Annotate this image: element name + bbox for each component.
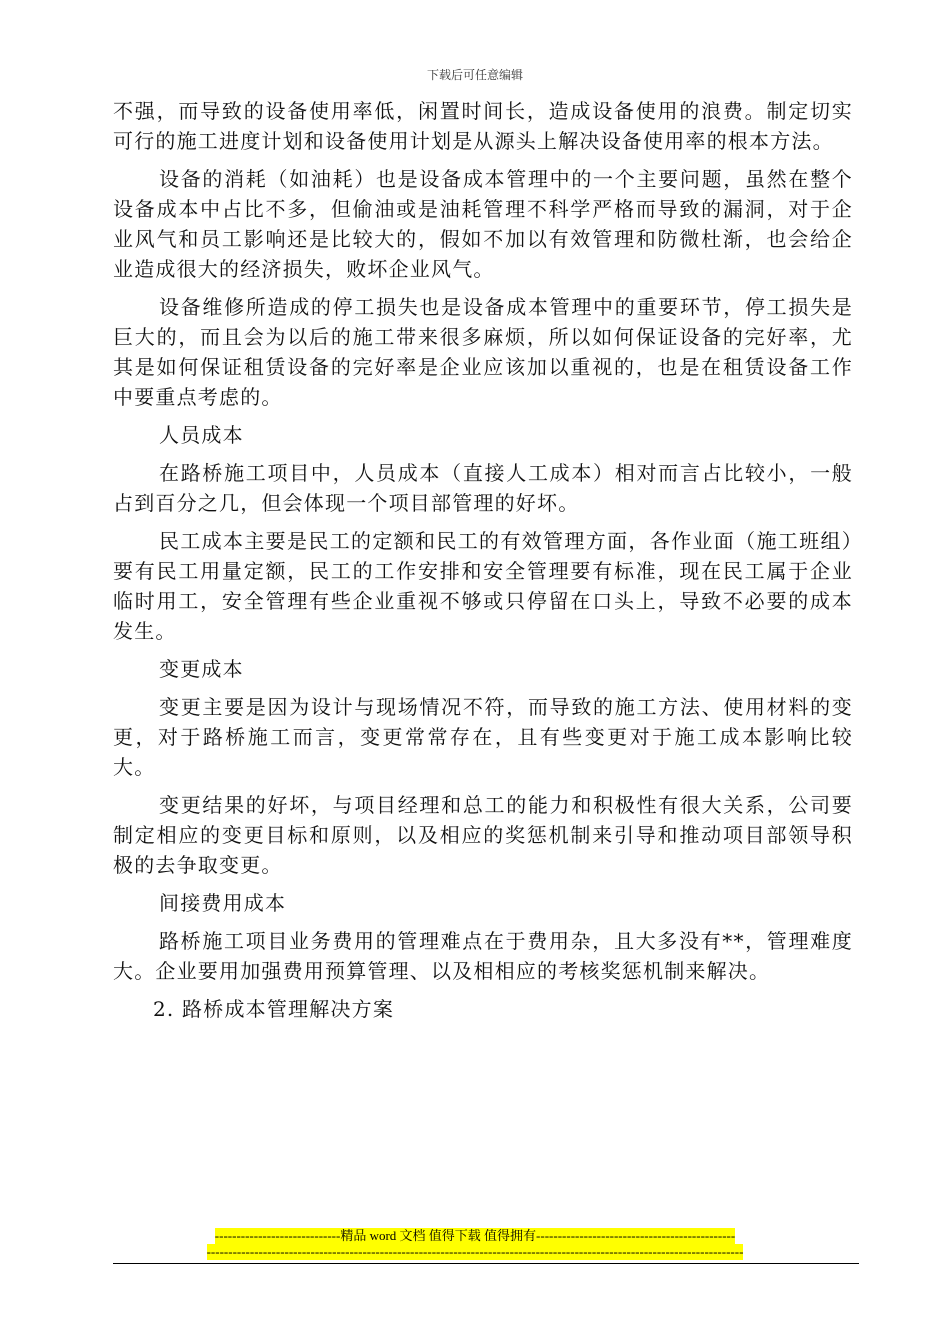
footer-divider (113, 1263, 859, 1264)
paragraph-migrant-labor-cost: 民工成本主要是民工的定额和民工的有效管理方面，各作业面（施工班组）要有民工用量定额，民工的工作安排和安全管理要有标准，现在民工属于企业临时用工，安全管理有些企业重视不够或只停留在口头上，导致不必要的成本发生。 (113, 529, 853, 643)
footer-banner (0, 1228, 950, 1260)
document-body (113, 96, 853, 1032)
page-header-note: 下载后可任意编辑 (426, 68, 523, 82)
footer-banner-line-1: -----------------------------精品 word 文档 值得下载 值得拥有---------------------------------------------- (214, 1228, 736, 1243)
paragraph-change-cause: 变更主要是因为设计与现场情况不符，而导致的施工方法、使用材料的变更，对于路桥施工而言，变更常常存在，且有些变更对于施工成本影响比较大。 (113, 695, 853, 779)
paragraph-change-result: 变更结果的好坏，与项目经理和总工的能力和积极性有很大关系，公司要制定相应的变更目标和原则，以及相应的奖惩机制来引导和推动项目部领导积极的去争取变更。 (113, 793, 853, 877)
paragraph-equipment-utilization: 不强，而导致的设备使用率低，闲置时间长，造成设备使用的浪费。制定切实可行的施工进度计划和设备使用计划是从源头上解决设备使用率的根本方法。 (113, 99, 853, 153)
heading-solution: 2. 路桥成本管理解决方案 (153, 997, 395, 1021)
paragraph-equipment-maintenance: 设备维修所造成的停工损失也是设备成本管理中的重要环节，停工损失是巨大的，而且会为以后的施工带来很多麻烦，所以如何保证设备的完好率，尤其是如何保证租赁设备的完好率是企业应该加以重视的，也是在租赁设备工作中要重点考虑的。 (113, 295, 853, 409)
footer-banner-line-2: ---------------------------------------------------------------------------------------------------------------------------- (206, 1244, 744, 1259)
heading-indirect-cost: 间接费用成本 (159, 891, 287, 915)
heading-change-cost: 变更成本 (159, 657, 244, 681)
paragraph-personnel-cost: 在路桥施工项目中，人员成本（直接人工成本）相对而言占比较小，一般占到百分之几，但会体现一个项目部管理的好坏。 (113, 461, 853, 515)
paragraph-indirect-cost: 路桥施工项目业务费用的管理难点在于费用杂，且大多没有**，管理难度大。企业要用加强费用预算管理、以及相相应的考核奖惩机制来解决。 (113, 929, 853, 983)
paragraph-equipment-consumption: 设备的消耗（如油耗）也是设备成本管理中的一个主要问题，虽然在整个设备成本中占比不多，但偷油或是油耗管理不科学严格而导致的漏洞，对于企业风气和员工影响还是比较大的，假如不加以有效管理和防微杜渐，也会给企业造成很大的经济损失，败坏企业风气。 (113, 167, 853, 281)
heading-personnel-cost: 人员成本 (159, 423, 244, 447)
